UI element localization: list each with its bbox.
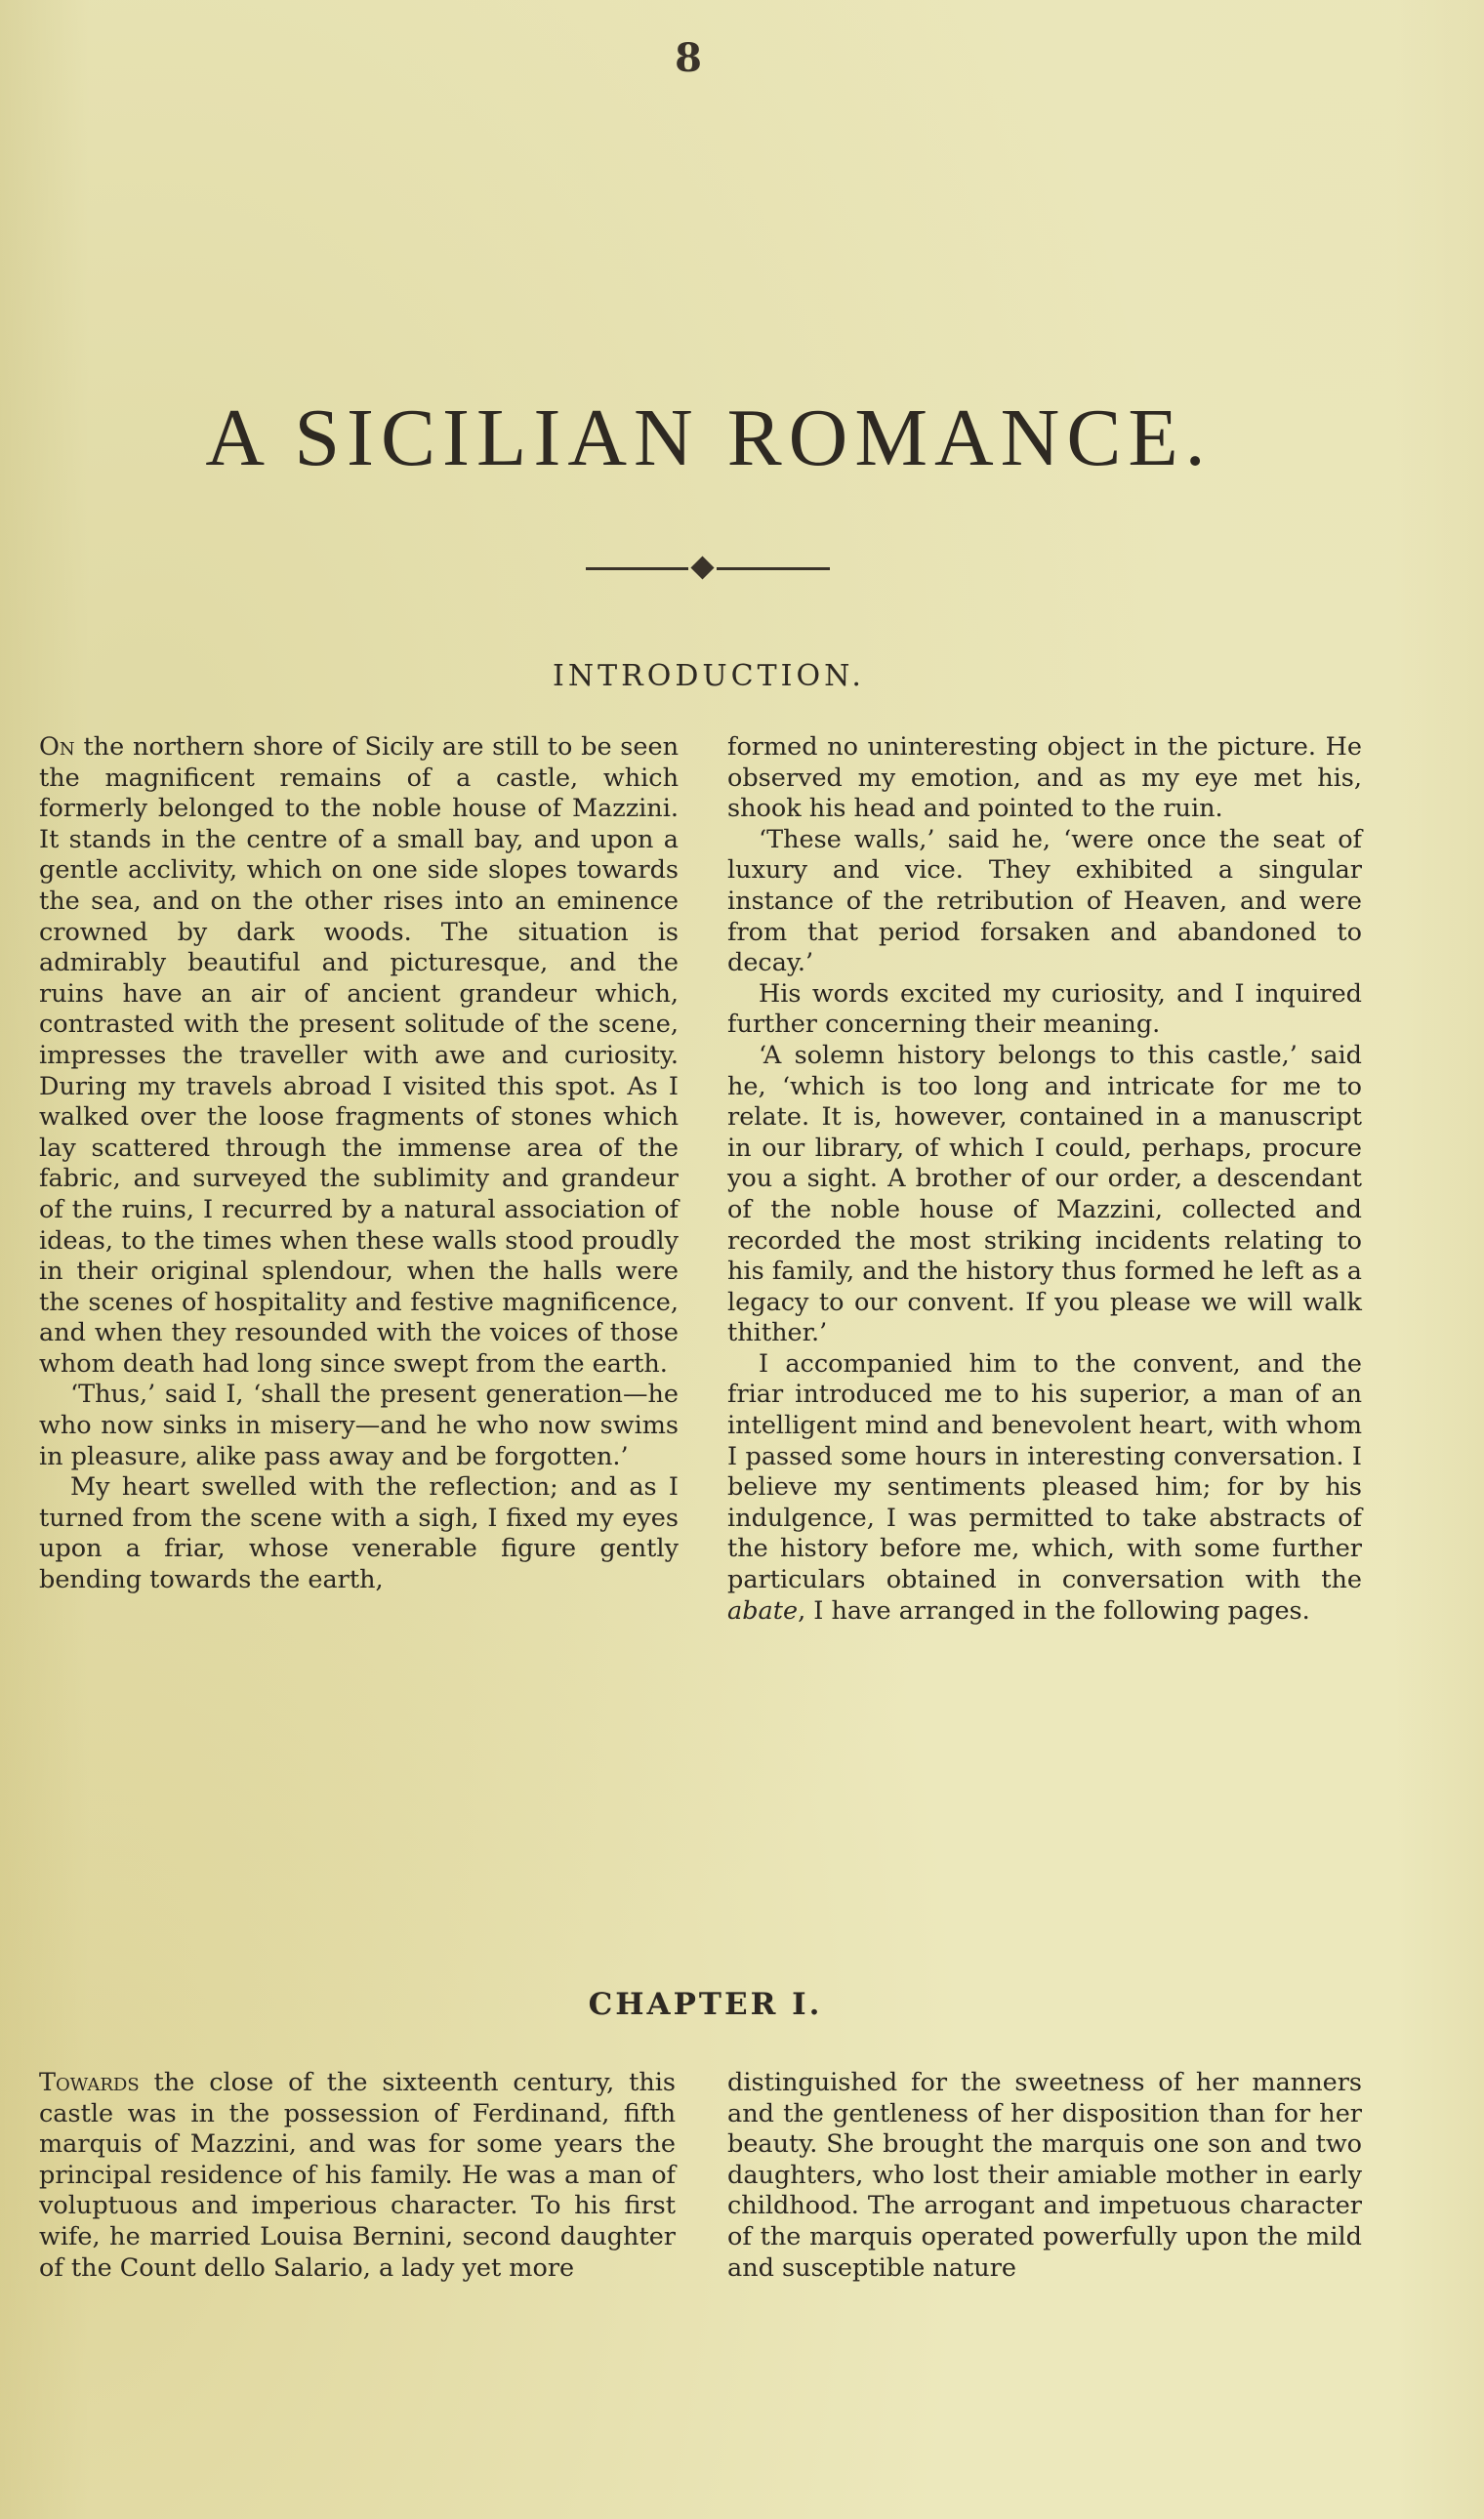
paragraph — [39, 2068, 676, 2284]
paragraph — [39, 732, 679, 1380]
paragraph: distinguished for the sweetness of her manners and the gentleness of her disposition than for her beauty. She brought the marquis one son and two daughters, who lost their amiable mother in early childhood. The arrogant and impetuous character of the marquis operated powerfully upon the mild and susceptible nature — [727, 2068, 1362, 2283]
paragraph: ‘A solemn history belongs to this castle,’ said he, ‘which is too long and intricate for me to relate. It is, however, contained in a manuscript in our library, of which I could, perhaps, procure you a sight. A brother of our order, a descendant of the noble house of Mazzini, collected and recorded the most striking incidents relating to his family, and the history thus formed he left as a legacy to our convent. If you please we will walk thither.’ — [727, 1040, 1362, 1348]
introduction-left-column — [39, 732, 679, 1596]
paragraph: formed no uninteresting object in the picture. He observed my emotion, and as my eye met his, shook his head and pointed to the ruin. — [727, 732, 1362, 824]
lead-word: On — [39, 732, 75, 762]
paragraph-text: the northern shore of Sicily are still to be seen the magnificent remains of a castle, which formerly belonged to the noble house of Mazzini. It stands in the centre of a small bay, and upon a gentle acclivity, which on one side slopes towards the sea, and on the other rises into an eminence crowned by dark woods. The situation is admirably beautiful and picturesque, and the ruins have an air of ancient grandeur which, contrasted with the present solitude of the scene, impresses the traveller with awe and curiosity. During my travels abroad I visited this spot. As I walked over the loose fragments of stones which lay scattered through the immense area of the fabric, and surveyed the sublimity and grandeur of the ruins, I recurred by a natural association of ideas, to the times when these walls stood proudly in their original splendour, when the halls were the scenes of hospitality and festive magnificence, and when they resounded with the voices of those whom death had long since swept from the earth. — [39, 732, 679, 1379]
paragraph-text-end: , I have arranged in the following pages. — [798, 1595, 1310, 1626]
introduction-heading: INTRODUCTION. — [553, 659, 865, 693]
paragraph: ‘These walls,’ said he, ‘were once the seat of luxury and vice. They exhibited a singular instance of the retribution of Heaven, and were from that period forsaken and abandoned to decay.’ — [727, 824, 1362, 978]
paragraph: My heart swelled with the reflection; and as I turned from the scene with a sigh, I fixed my eyes upon a friar, whose venerable figure gently bending towards the earth, — [39, 1472, 679, 1595]
lead-word: Towards — [39, 2068, 140, 2097]
page-number: 8 — [675, 35, 702, 81]
introduction-right-column — [727, 732, 1362, 1627]
paragraph-text: I accompanied him to the convent, and the friar introduced me to his superior, a man of an intelligent mind and benevolent heart, with whom I passed some hours in interesting conversation. I believe my sentiments pleased him; for by his indulgence, I was permitted to take abstracts of the history before me, which, with some further particulars obtained in conversation with the — [727, 1348, 1362, 1595]
chapter-heading: CHAPTER I. — [588, 1987, 823, 2022]
paragraph-text: the close of the sixteenth century, this castle was in the possession of Ferdinand, fifth marquis of Mazzini, and was for some years the principal residence of his family. He was a man of voluptuous and imperious character. To his first wife, he married Louisa Bernini, second daughter of the Count dello Salario, a lady yet more — [39, 2068, 676, 2283]
italic-word: abate — [727, 1595, 799, 1626]
paragraph: ‘Thus,’ said I, ‘shall the present generation—he who now sinks in misery—and he who now swims in pleasure, alike pass away and be forgotten.’ — [39, 1380, 679, 1471]
chapter-left-column — [39, 2068, 676, 2284]
decorative-divider — [586, 557, 830, 580]
book-title: A SICILIAN ROMANCE. — [205, 392, 1213, 483]
paragraph — [727, 1349, 1362, 1627]
paragraph: His words excited my curiosity, and I inquired further concerning their meaning. — [727, 978, 1362, 1040]
chapter-right-column — [727, 2068, 1362, 2284]
